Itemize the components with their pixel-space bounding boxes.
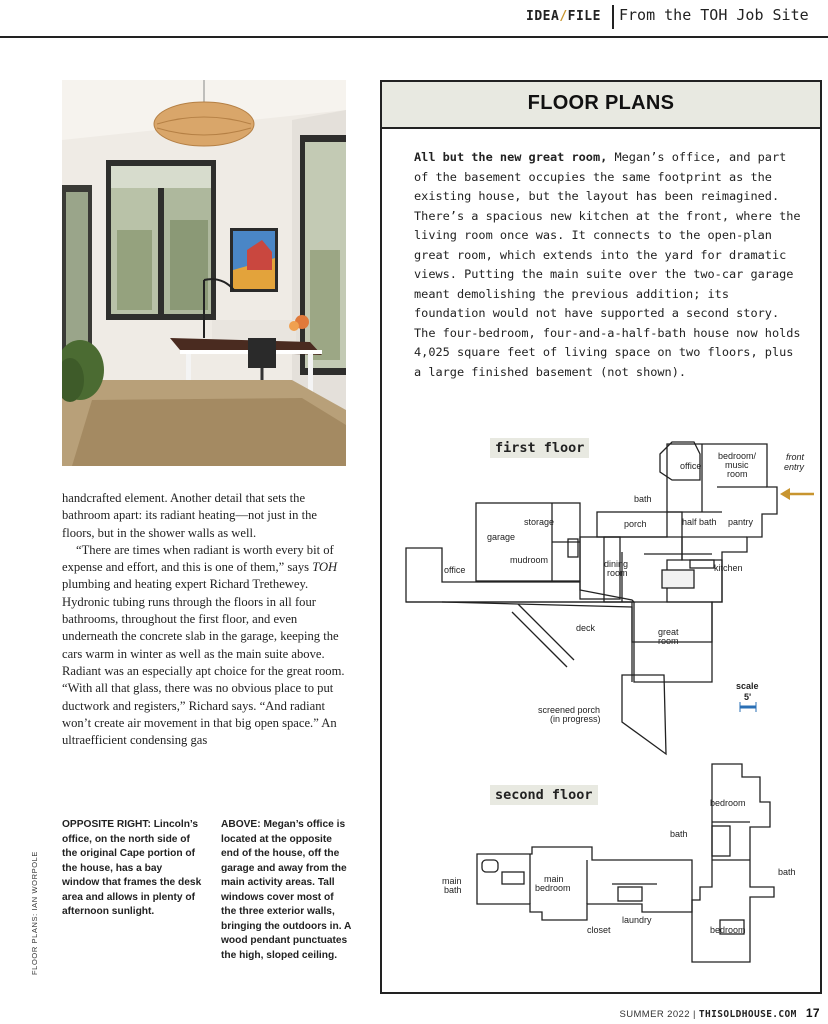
floor-plan-drawings — [382, 82, 820, 992]
office-photo — [62, 80, 346, 466]
section-tag-slash: / — [559, 9, 568, 24]
label-bedroom-music-2: music — [725, 460, 749, 470]
label-main-bath-1: main — [442, 876, 462, 886]
body-paragraph-2-em: TOH — [312, 560, 338, 575]
header-divider — [612, 5, 614, 29]
label-dining-2: room — [607, 568, 628, 578]
first-floor-label: first floor — [490, 438, 589, 458]
label-main-bedroom-1: main — [544, 874, 564, 884]
first-floor-labels — [444, 451, 805, 724]
photo-credit: FLOOR PLANS: IAN WORPOLE — [30, 850, 39, 975]
body-paragraph-2-a: “There are times when radiant is worth every bit of expense and effort, and this is one of them,” says — [62, 542, 334, 575]
second-floor-label: second floor — [490, 785, 598, 805]
label-screened-1: screened porch — [538, 705, 601, 715]
label-closet: closet — [587, 925, 611, 935]
label-office-top: office — [680, 461, 702, 471]
footer-separator: | — [692, 1009, 696, 1020]
label-screened-2: (in progress) — [550, 714, 601, 724]
scale-bar — [740, 702, 756, 712]
label-front-entry-2: entry — [784, 462, 805, 472]
section-tag-b: FILE — [567, 9, 601, 24]
label-deck: deck — [576, 623, 596, 633]
label-storage: storage — [524, 517, 555, 527]
label-main-bedroom-2: bedroom — [535, 883, 571, 893]
section-tag-a: IDEA — [526, 9, 560, 24]
footer-site: THISOLDHOUSE.COM — [698, 1009, 797, 1020]
front-entry-arrow — [780, 488, 814, 500]
label-great-2: room — [658, 636, 679, 646]
second-floor-labels — [442, 798, 796, 935]
label-office-left: office — [444, 565, 466, 575]
office-photo-illustration — [62, 80, 346, 466]
body-paragraph-1: handcrafted element. Another detail that sets the bathroom apart: its radiant heating—not just in the floors, but in the shower walls as well. — [62, 491, 317, 540]
caption-above: ABOVE: Megan’s office is located at the opposite end of the house, off the garage and away from the main activity areas. Tall windows cover most of the three exterior walls, bringing the outdoors in. A wood pendant punctuates the high, sloped ceiling. — [221, 819, 351, 961]
label-mudroom: mudroom — [510, 555, 549, 565]
footer-issue: SUMMER 2022 — [619, 1009, 690, 1020]
label-dining-1: dining — [604, 559, 629, 569]
body-paragraph-2 — [62, 542, 346, 750]
page-header — [0, 0, 828, 38]
label-front-entry-1: front — [786, 452, 805, 462]
panel-text-body: Megan’s office, and part of the basement occupies the same footprint as the existing house, but the layout has been reimagined. There’s a spacious new kitchen at the front, where the living room once was. It connects to the open-plan great room, which extends into the yard for dramatic views. Putting the main suite over the two-car garage meant demolishing the previous addition; its foundation would not have supported a second story. The four-bedroom, four-and-a-half-bath house now holds 4,025 square feet of living space on two floors, plus a large finished basement (not shown). — [414, 150, 801, 379]
label-bedroom-2b: bedroom — [710, 925, 746, 935]
label-garage: garage — [487, 532, 516, 542]
caption-opposite: OPPOSITE RIGHT: Lincoln’s office, on the north side of the original Cape portion of the house, has a bay window that frames the desk area and allows in plenty of afternoon sunlight. — [62, 819, 202, 917]
floor-plans-panel — [380, 80, 822, 994]
label-laundry: laundry — [622, 915, 652, 925]
label-kitchen: kitchen — [714, 563, 743, 573]
label-main-bath-2: bath — [444, 885, 462, 895]
header-title: From the TOH Job Site — [619, 6, 809, 24]
label-bath-2b: bath — [778, 867, 796, 877]
label-bedroom-music-1: bedroom/ — [718, 451, 757, 461]
page-footer — [620, 1006, 821, 1020]
label-scale-value: 5' — [744, 692, 752, 702]
section-tag — [526, 9, 601, 24]
label-bedroom-music-3: room — [727, 469, 748, 479]
label-bath-2a: bath — [670, 829, 688, 839]
label-bath-1: bath — [634, 494, 652, 504]
label-scale: scale — [736, 681, 759, 691]
label-half-bath: half bath — [682, 517, 717, 527]
label-porch: porch — [624, 519, 647, 529]
panel-lead: All but the new great room, — [414, 150, 608, 164]
page-number: 17 — [805, 1006, 820, 1020]
body-paragraph-2-b: plumbing and heating expert Richard Trethewey. Hydronic tubing runs through the floors in all four bathrooms, throughout the first floor, and even underneath the concrete slab in the garage, keeping the cars warm in winter as well as the main suite above. Radiant was an especially apt choice for the great room. “With all that glass, there was no obvious place to put ductwork and registers,” Richard says. “And radiant won’t create air movement in that big open space.” An ultraefficient condensing gas — [62, 577, 345, 748]
panel-title: FLOOR PLANS — [527, 92, 675, 114]
label-pantry: pantry — [728, 517, 754, 527]
article-body — [62, 490, 346, 749]
label-bedroom-2a: bedroom — [710, 798, 746, 808]
label-great-1: great — [658, 627, 679, 637]
